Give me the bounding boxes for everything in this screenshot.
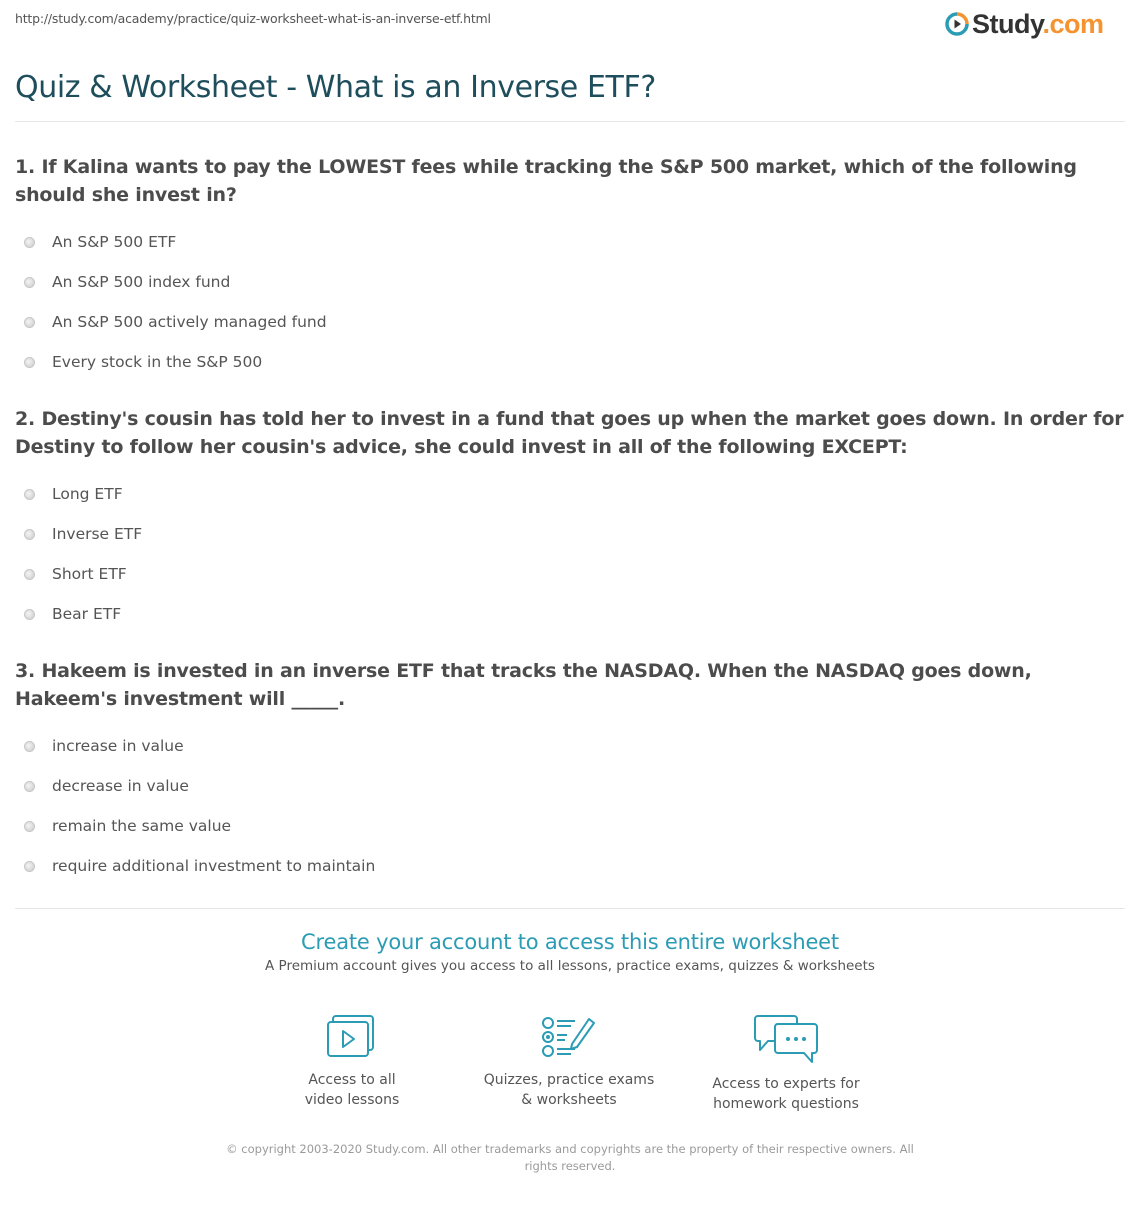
feature-quizzes [469, 1014, 669, 1110]
option-label: Every stock in the S&P 500 [52, 353, 263, 371]
question-text: 1. If Kalina wants to pay the LOWEST fees while tracking the S&P 500 market, which of the following should she invest in? [15, 156, 1077, 206]
option-label: Bear ETF [52, 605, 122, 623]
feature-label: Quizzes, practice exams & worksheets [483, 1072, 655, 1108]
study-logo[interactable] [945, 9, 1104, 39]
feature-experts [686, 1014, 886, 1114]
option-label: An S&P 500 actively managed fund [52, 313, 327, 331]
radio-button-icon[interactable] [24, 357, 35, 368]
copyright-footer: © copyright 2003-2020 Study.com. All other trademarks and copyrights are the property of their respective owners. All rights reserved. [226, 1142, 914, 1173]
answer-option[interactable] [15, 766, 1130, 806]
page-url: http://study.com/academy/practice/quiz-worksheet-what-is-an-inverse-etf.html [15, 11, 491, 26]
question-3 [15, 657, 1130, 886]
answer-option[interactable] [15, 222, 1130, 262]
radio-button-icon[interactable] [24, 781, 35, 792]
radio-button-icon[interactable] [24, 609, 35, 620]
option-label: increase in value [52, 737, 184, 755]
answer-option[interactable] [15, 262, 1130, 302]
option-label: decrease in value [52, 777, 189, 795]
quiz-checklist-icon [469, 1014, 669, 1060]
video-lessons-icon [252, 1014, 452, 1060]
answer-options [15, 726, 1130, 886]
option-label: Long ETF [52, 485, 123, 503]
answer-options [15, 474, 1130, 634]
option-label: Inverse ETF [52, 525, 143, 543]
signup-cta [0, 930, 1140, 974]
cta-subtitle: A Premium account gives you access to all lessons, practice exams, quizzes & worksheets [265, 958, 875, 974]
answer-option[interactable] [15, 726, 1130, 766]
cta-title-link[interactable]: Create your account to access this entire worksheet [301, 930, 839, 954]
option-label: require additional investment to maintain [52, 857, 376, 875]
answer-option[interactable] [15, 514, 1130, 554]
option-label: remain the same value [52, 817, 232, 835]
feature-label: Access to experts for homework questions [712, 1076, 860, 1112]
play-ring-logo-icon [945, 12, 969, 36]
answer-option[interactable] [15, 846, 1130, 886]
radio-button-icon[interactable] [24, 821, 35, 832]
radio-button-icon[interactable] [24, 489, 35, 500]
radio-button-icon[interactable] [24, 277, 35, 288]
option-label: Short ETF [52, 565, 127, 583]
answer-option[interactable] [15, 554, 1130, 594]
radio-button-icon[interactable] [24, 317, 35, 328]
question-text: 3. Hakeem is invested in an inverse ETF that tracks the NASDAQ. When the NASDAQ goes down, Hakeem's investment will _____. [15, 660, 1032, 710]
cta-divider [15, 908, 1125, 909]
option-label: An S&P 500 index fund [52, 273, 231, 291]
radio-button-icon[interactable] [24, 237, 35, 248]
answer-options [15, 222, 1130, 382]
radio-button-icon[interactable] [24, 741, 35, 752]
radio-button-icon[interactable] [24, 861, 35, 872]
logo-text: Study.com [972, 9, 1104, 39]
page-title: Quiz & Worksheet - What is an Inverse ETF? [15, 70, 656, 105]
answer-option[interactable] [15, 302, 1130, 342]
feature-video-lessons [252, 1014, 452, 1110]
answer-option[interactable] [15, 342, 1130, 382]
question-1 [15, 153, 1130, 382]
question-2 [15, 405, 1130, 634]
radio-button-icon[interactable] [24, 529, 35, 540]
answer-option[interactable] [15, 594, 1130, 634]
title-divider [15, 121, 1125, 122]
radio-button-icon[interactable] [24, 569, 35, 580]
chat-bubbles-icon [686, 1014, 886, 1064]
answer-option[interactable] [15, 474, 1130, 514]
option-label: An S&P 500 ETF [52, 233, 177, 251]
answer-option[interactable] [15, 806, 1130, 846]
question-text: 2. Destiny's cousin has told her to invest in a fund that goes up when the market goes down. In order for Destiny to follow her cousin's advice, she could invest in all of the following EXCEPT: [15, 408, 1124, 458]
feature-label: Access to all video lessons [304, 1072, 400, 1108]
